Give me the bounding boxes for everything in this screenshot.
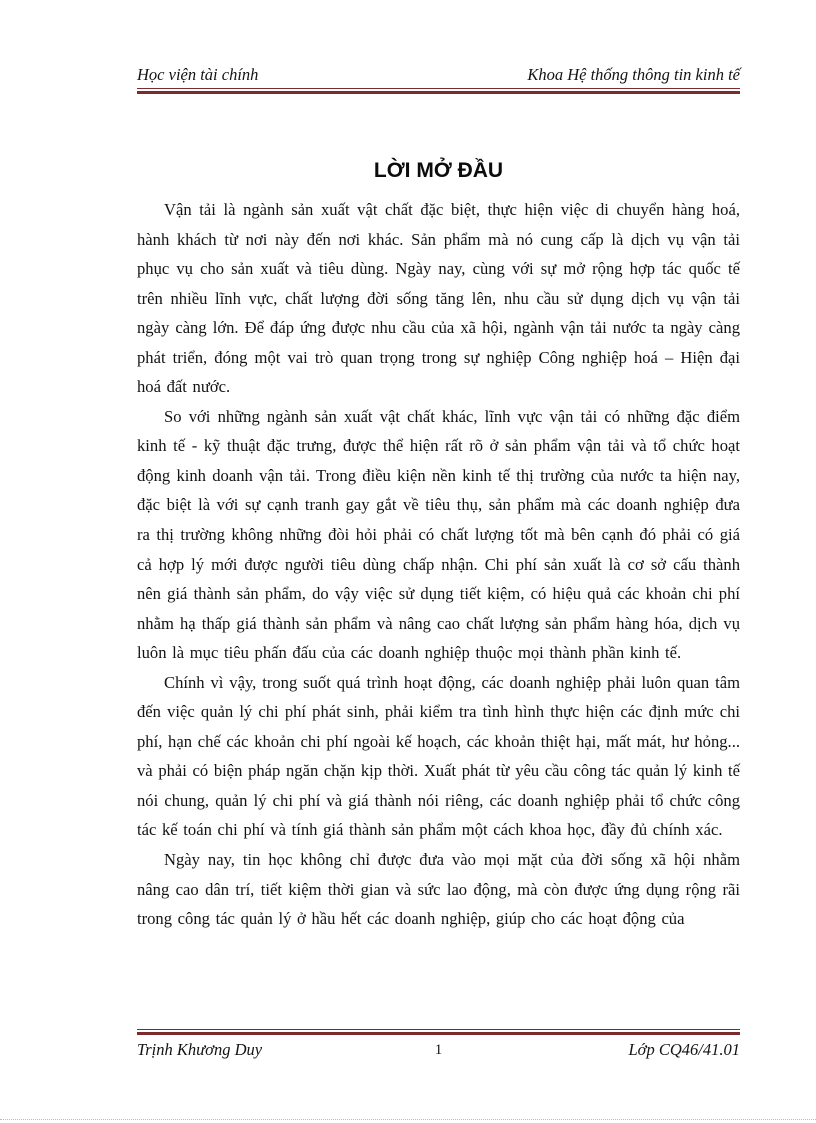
body-paragraph: Chính vì vậy, trong suốt quá trình hoạt động, các doanh nghiệp phải luôn quan tâm đến việc quản lý chi phí phát sinh, phải kiểm tra tình hình thực hiện các định mức chi phí, hạn chế các khoản chi phí ngoài kế hoạch, các khoản thiệt hại, mất mát, hư hỏng... và phải có biện pháp ngăn chặn kịp thời. Xuất phát từ yêu cầu công tác quản lý kinh tế nói chung, quản lý chi phí và giá thành nói riêng, các doanh nghiệp phải tổ chức công tác kế toán chi phí và tính giá thành sản phẩm một cách khoa học, đầy đủ chính xác. <box>137 672 740 840</box>
header-text-row <box>137 64 740 85</box>
page-header <box>137 64 740 94</box>
body-paragraph: So với những ngành sản xuất vật chất khác, lĩnh vực vận tải có những đặc điểm kinh tế - kỹ thuật đặc trưng, được thể hiện rất rõ ở sản phẩm vận tải và tổ chức hoạt động kinh doanh vận tải. Trong điều kiện nền kinh tế thị trường của nước ta hiện nay, đặc biệt là với sự cạnh tranh gay gắt về tiêu thụ, sản phẩm mà các doanh nghiệp đưa ra thị trường không những đòi hỏi phải có chất lượng tốt mà bên cạnh đó phải có giá cả hợp lý mới được người tiêu dùng chấp nhận. Chi phí sản xuất là cơ sở cấu thành nên giá thành sản phẩm, do vậy việc sử dụng tiết kiệm, có hiệu quả các khoản chi phí nhằm hạ thấp giá thành sản phẩm và nâng cao chất lượng sản phẩm hàng hóa, dịch vụ luôn là mục tiêu phấn đấu của các doanh nghiệp thuộc mọi thành phần kinh tế. <box>137 406 740 663</box>
header-right-text: Khoa Hệ thống thông tin kinh tế <box>527 65 740 84</box>
body-paragraph: Vận tải là ngành sản xuất vật chất đặc biệt, thực hiện việc di chuyển hàng hoá, hành khách từ nơi này đến nơi khác. Sản phẩm mà nó cung cấp là dịch vụ vận tải phục vụ cho sản xuất và tiêu dùng. Ngày nay, cùng với sự mở rộng hợp tác quốc tế trên nhiều lĩnh vực, chất lượng đời sống tăng lên, nhu cầu sử dụng dịch vụ vận tải ngày càng lớn. Để đáp ứng được nhu cầu của xã hội, ngành vận tải nước ta ngày càng phát triển, đóng một vai trò quan trọng trong sự nghiệp Công nghiệp hoá – Hiện đại hoá đất nước. <box>137 200 740 397</box>
footer-rule <box>137 1029 740 1035</box>
page-footer <box>137 1026 740 1061</box>
footer-author: Trịnh Khương Duy <box>137 1040 263 1059</box>
page-break-line <box>0 1119 816 1120</box>
footer-class: Lớp CQ46/41.01 <box>628 1040 740 1059</box>
header-rule <box>137 88 740 94</box>
document-body <box>137 156 740 934</box>
body-paragraph: Ngày nay, tin học không chỉ được đưa vào mọi mặt của đời sống xã hội nhằm nâng cao dân trí, tiết kiệm thời gian và sức lao động, mà còn được ứng dụng rộng rãi trong công tác quản lý ở hầu hết các doanh nghiệp, giúp cho các hoạt động của <box>137 850 740 929</box>
footer-text-row <box>137 1039 740 1061</box>
document-title: LỜI MỞ ĐẦU <box>373 159 504 182</box>
header-left-text: Học viện tài chính <box>137 65 259 84</box>
footer-page-number: 1 <box>434 1042 443 1058</box>
